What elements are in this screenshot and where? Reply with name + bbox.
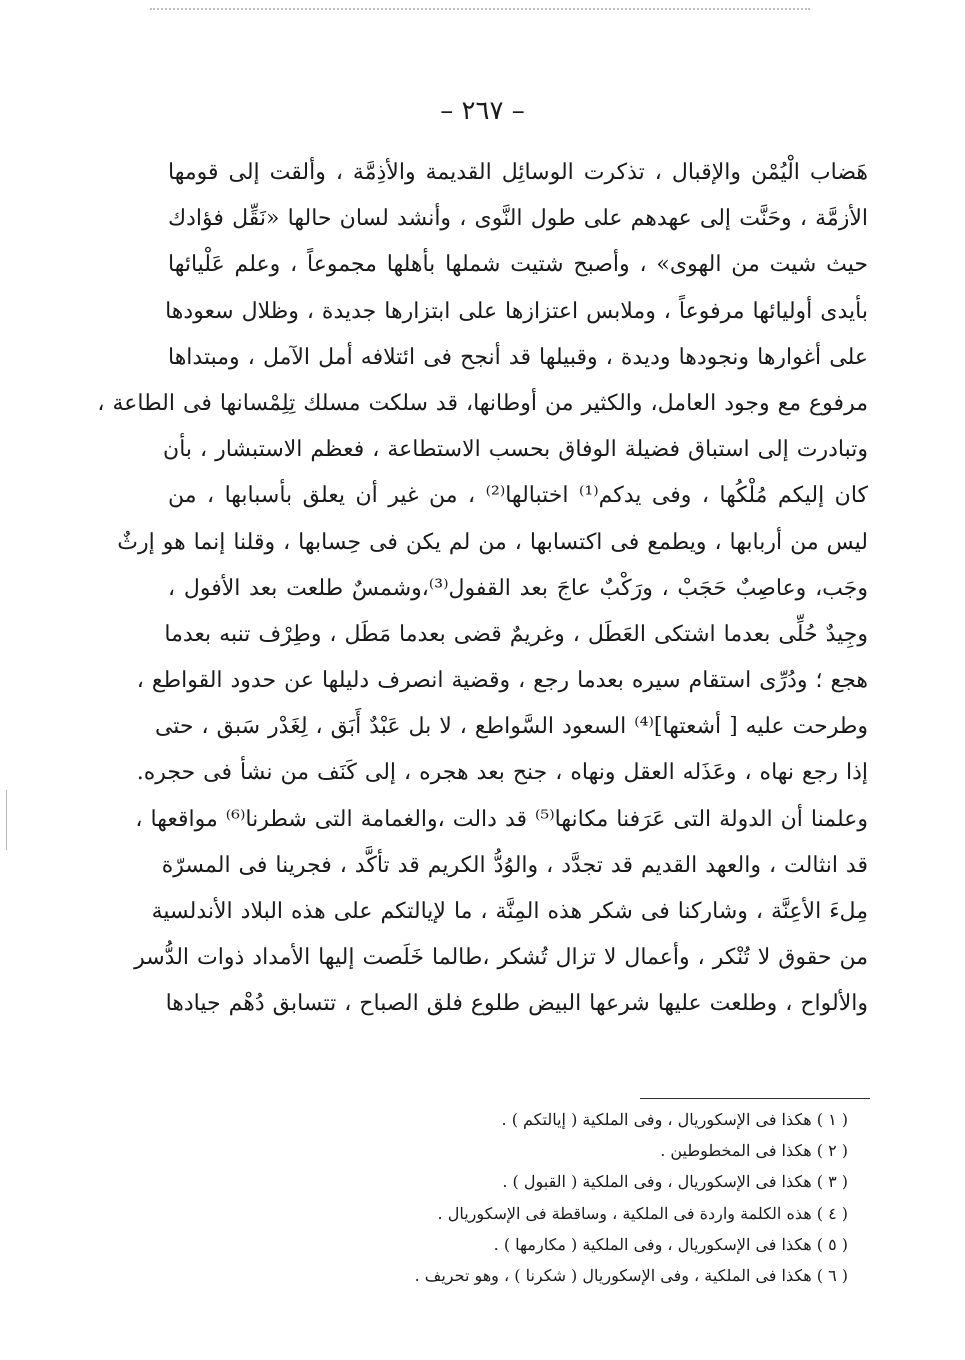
footnote: ( ٤ ) هذه الكلمة واردة فى الملكية ، وساقطة فى الإسكوريال . [437, 1203, 848, 1223]
text-line: وعلمنا أن الدولة التى عَرَفنا مكانها⁽⁵⁾ قد دالت ،والغمامة التى شطرنا⁽⁶⁾ مواقعها ، [135, 806, 868, 832]
scan-margin-mark [6, 790, 7, 850]
text-line: ليس من أربابها ، ويطمع فى اكتسابها ، من لم يكن فى حِسابها ، وقلنا إنما هو إرثٌ [117, 529, 868, 555]
text-line: إذا رجع نهاه ، وعَذَله العقل ونهاه ، جنح بعد هجره ، إلى كَنَف من نشأ فى حجره. [136, 760, 868, 786]
page-number: – ٢٦٧ – [440, 96, 525, 126]
text-line: من حقوق لا تُنْكر ، وأعمال لا تزال تُشكر ،طالما خَلَصت إليها الأمداد ذوات الدُّسر [134, 945, 868, 971]
text-line: هَضاب الْيُمْن والإقبال ، تذكرت الوسائِل القديمة والأذِمَّة ، وألقت إلى قومها [168, 160, 868, 185]
footnote: ( ٢ ) هكذا فى المخطوطين . [660, 1141, 848, 1161]
text-line: الأزمَّة ، وحَنَّت إلى عهدهم على طول النَّوى ، وأنشد لسان حالها «نَقِّل فؤادك [168, 206, 868, 232]
text-line: وطرحت عليه [ أشعتها]⁽⁴⁾ السعود السَّواطع ، لا بل عَبْدٌ أَبَق ، لِغَدْر سَبق ، حتى [154, 714, 868, 740]
text-line: وتبادرت إلى استباق فضيلة الوفاق بحسب الاستطاعة ، فعظم الاستبشار ، بأن [163, 437, 868, 463]
footnote: ( ٣ ) هكذا فى الإسكوريال ، وفى الملكية ( القبول ) . [502, 1172, 848, 1192]
footnote: ( ١ ) هكذا فى الإسكوريال ، وفى الملكية ( إيالتكم ) . [501, 1110, 848, 1129]
text-line: على أغوارها ونجودها وديدة ، وقبيلها قد أنجح فى ائتلافه أمل الآمل ، ومبتداها [168, 344, 868, 370]
text-line: مِلءَ الأعِنَّة ، وشاركنا فى شكر هذه المِنَّة ، ما لإيالتكم على هذه البلاد الأندلسية [151, 899, 868, 924]
text-line: بأيدى أوليائها مرفوعاً ، وملابس اعتزازها على ابتزارها جديدة ، وظلال سعودها [165, 298, 868, 324]
body-text [97, 150, 868, 1028]
footnotes [300, 1104, 848, 1291]
text-line: وجِيدٌ حُلِّى بعدما اشتكى العَطَل ، وغريمٌ قضى بعدما مَطَل ، وطِرْف تنبه بعدما [164, 621, 868, 647]
text-line: وجَب، وعاصِبٌ حَجَبْ ، ورَكْبٌ عاجَ بعد القفول⁽³⁾،وشمسٌ طلعت بعد الأفول ، [168, 575, 868, 601]
text-line: قد انثالت ، والعهد القديم قد تجدَّد ، والوُدُّ الكريم قد تأكَّد ، فجرينا فى المسرّة [161, 852, 868, 878]
text-line: مرفوع مع وجود العامل، والكثير من أوطانها، قد سلكت مسلك تِلِمْسانها فى الطاعة ، [97, 390, 868, 416]
text-line: هجع ؛ ودُرِّى استقام سيره بعدما رجع ، وقضية انصرف دليلها عن حدود القواطع ، [136, 668, 868, 694]
text-line: كان إليكم مُلْكُها ، وفى يدكم⁽¹⁾ اختبالها⁽²⁾ ، من غير أن يعلق بأسبابها ، من [168, 483, 868, 509]
text-line: حيث شيت من الهوى» ، وأصبح شتيت شملها بأهلها مجموعاً ، وعلم عَلْيائها [168, 252, 868, 278]
footnote: ( ٥ ) هكذا فى الإسكوريال ، وفى الملكية ( مكارمها ) . [493, 1234, 848, 1254]
footnote-separator [640, 1098, 870, 1099]
footnote: ( ٦ ) هكذا فى الملكية ، وفى الإسكوريال ( شكرنا ) ، وهو تحريف . [414, 1265, 848, 1285]
text-line: والألواح ، وطلعت عليها شرعها البيض طلوع فلق الصباح ، تتسابق دُهْم جيادها [165, 991, 868, 1017]
scan-top-marks [150, 8, 810, 14]
